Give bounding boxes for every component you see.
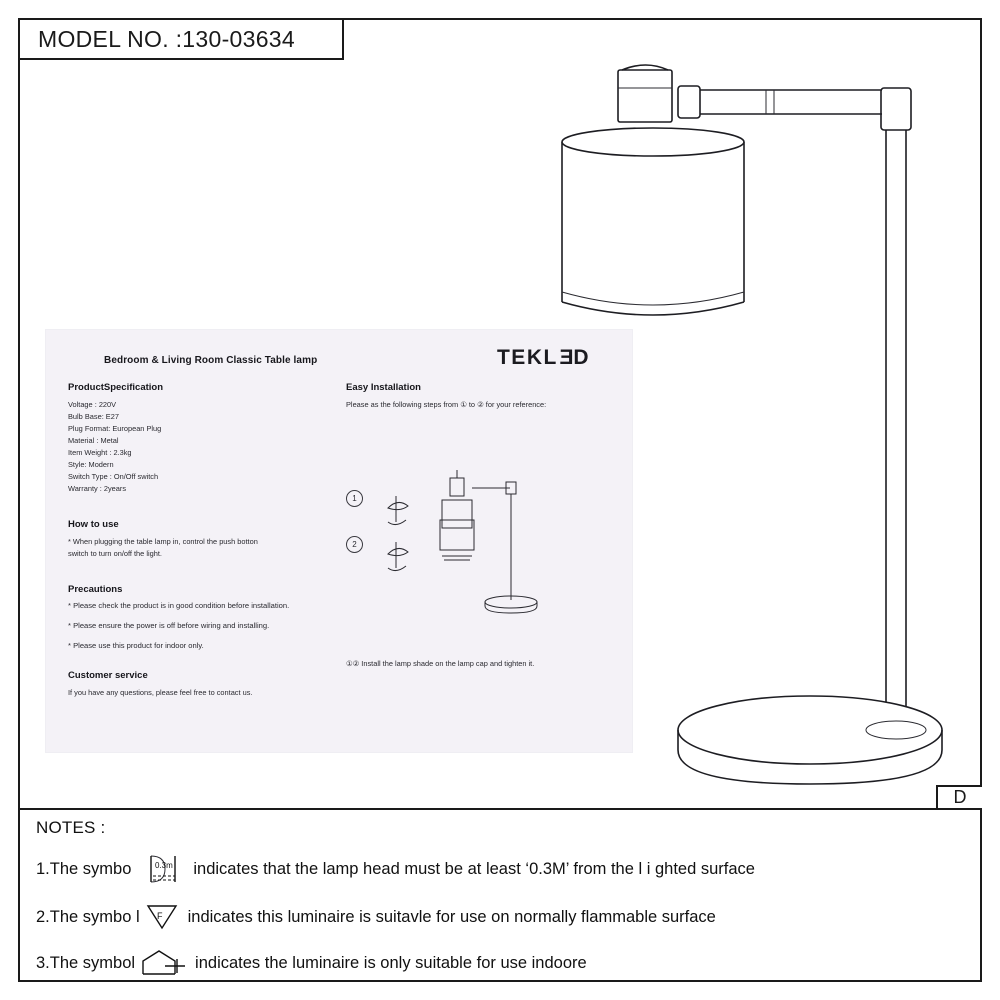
note-text-pre: 2.The symbo l: [36, 907, 140, 926]
precautions-heading: Precautions: [68, 583, 123, 595]
spec-line: Item Weight : 2.3kg: [68, 447, 132, 457]
flammable-surface-triangle-icon: [142, 902, 182, 932]
how-to-use-heading: How to use: [68, 518, 119, 530]
min-distance-value: 0.3m: [155, 861, 174, 870]
flammable-letter: F: [156, 911, 163, 921]
spec-line: Style: Modern: [68, 459, 114, 469]
leaflet-title: Bedroom & Living Room Classic Table lamp: [104, 355, 318, 366]
installation-heading: Easy Installation: [346, 382, 421, 393]
indoor-use-house-icon: [137, 948, 193, 978]
note-text-post: indicates this luminaire is suitavle for use on normally flammable surface: [187, 907, 716, 926]
spec-line: Voltage : 220V: [68, 400, 117, 409]
how-to-use-line: * When plugging the table lamp in, control the push botton: [68, 536, 258, 546]
customer-service-line: If you have any questions, please feel free to contact us.: [68, 687, 253, 697]
note-text-pre: 1.The symbo: [36, 859, 132, 878]
note-item: [36, 902, 966, 932]
precaution-line: * Please check the product is in good condition before installation.: [68, 600, 290, 610]
note-item: [36, 948, 966, 978]
spec-line: Warranty : 2years: [68, 483, 127, 493]
min-distance-0.3m-icon: [135, 852, 189, 886]
step-number-2: 2: [346, 536, 363, 553]
brand-text: TEKL: [496, 346, 558, 369]
model-number-box: [18, 18, 344, 60]
revision-label: D: [953, 787, 967, 807]
brand-tail: D: [573, 346, 590, 369]
product-spec-heading: ProductSpecification: [68, 382, 164, 393]
model-number-label: MODEL NO. :130-03634: [38, 25, 295, 52]
revision-box: [936, 785, 982, 808]
note-text-post: indicates the luminaire is only suitable for use indoore: [195, 953, 587, 972]
spec-line: Bulb Base: E27: [68, 411, 119, 421]
step-number-1: 1: [346, 490, 363, 507]
notes-section: [36, 818, 966, 994]
notes-title: NOTES :: [36, 818, 106, 837]
precaution-line: * Please use this product for indoor only.: [68, 640, 204, 650]
installation-intro: Please as the following steps from ① to ② for your reference:: [346, 400, 547, 409]
installation-footnote: ①② Install the lamp shade on the lamp cap and tighten it.: [346, 659, 535, 668]
note-item: [36, 852, 966, 886]
note-text-post: indicates that the lamp head must be at least ‘0.3M’ from the l i ghted surface: [193, 859, 755, 878]
how-to-use-line: switch to turn on/off the light.: [68, 548, 162, 558]
notes-separator: [18, 808, 982, 810]
precaution-line: * Please ensure the power is off before wiring and installing.: [68, 620, 270, 630]
note-text-pre: 3.The symbol: [36, 953, 136, 972]
spec-line: Plug Format: European Plug: [68, 423, 162, 433]
spec-line: Switch Type : On/Off switch: [68, 471, 159, 481]
spec-line: Material : Metal: [68, 435, 119, 445]
brand-mirror-letter: E: [557, 346, 574, 369]
customer-service-heading: Customer service: [68, 669, 148, 681]
